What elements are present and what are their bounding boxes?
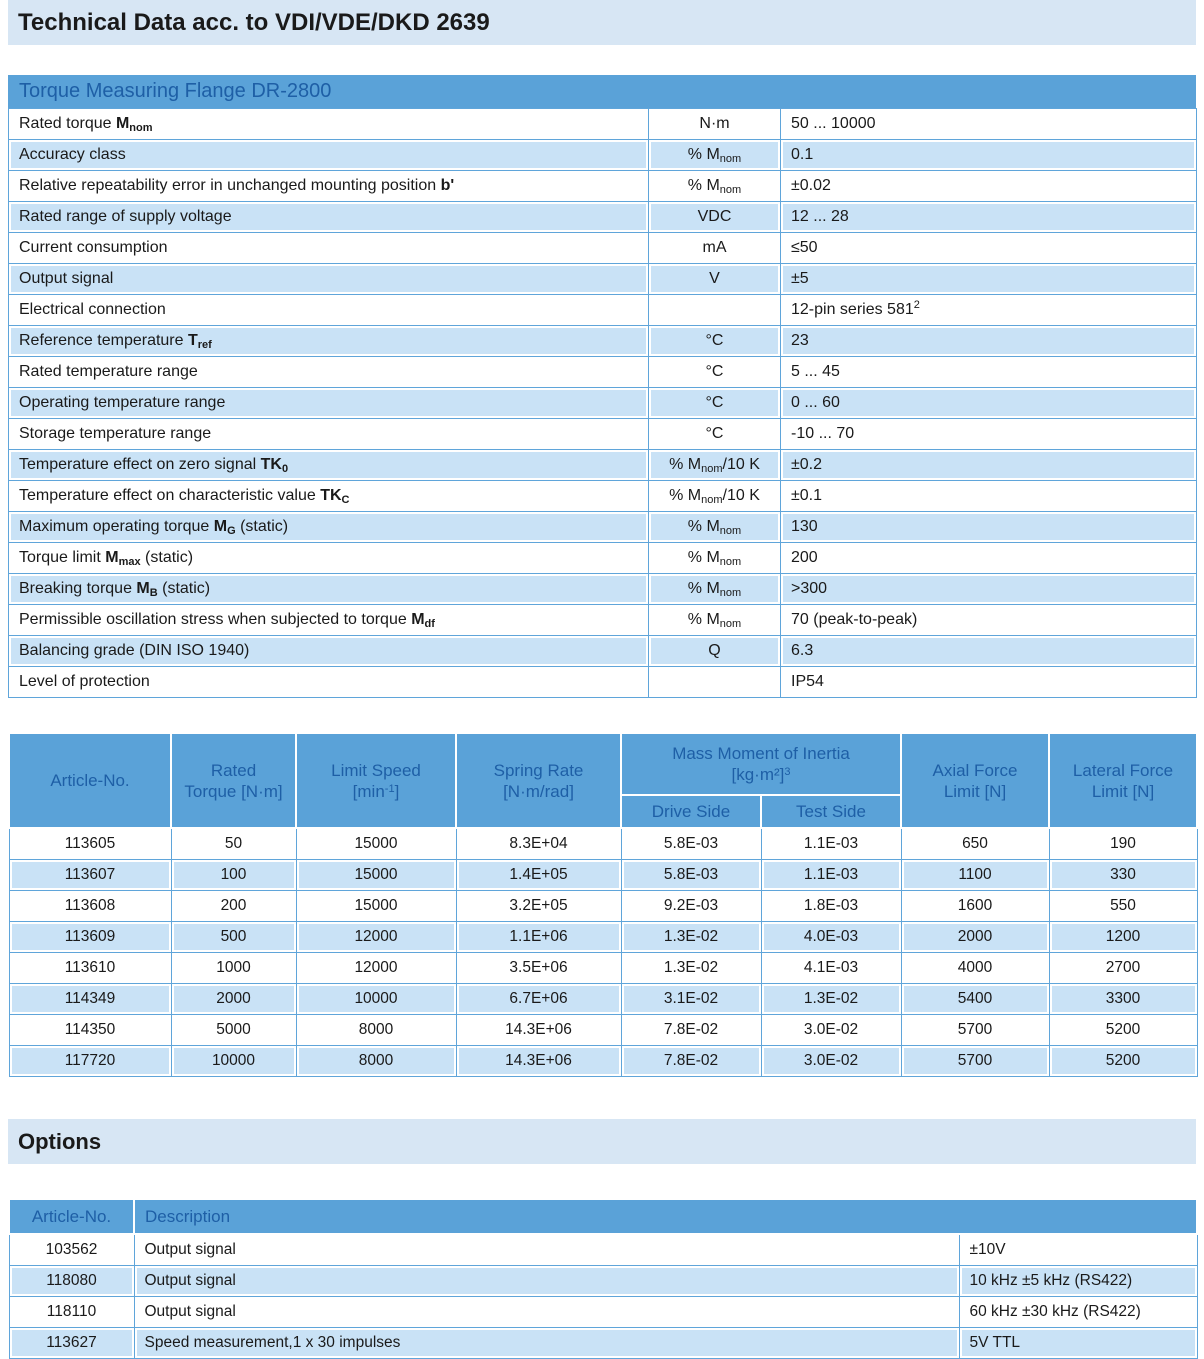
spec-unit: °C: [705, 363, 724, 380]
spec-label-cell: [9, 419, 649, 450]
variant-cell-rated-torque: 10000: [171, 1046, 296, 1077]
option-article-cell: 118110: [9, 1297, 134, 1328]
spec-label: Temperature effect on zero signal: [19, 456, 261, 473]
variant-cell-article: 113605: [9, 828, 171, 860]
spec-row: [9, 512, 1197, 543]
spec-table: [8, 108, 1197, 698]
spec-value-cell: [781, 388, 1197, 419]
variant-cell-rated-torque: 500: [171, 922, 296, 953]
variant-cell-article: 117720: [9, 1046, 171, 1077]
variant-cell-rated-torque: 2000: [171, 984, 296, 1015]
variant-cell-axial-force: 2000: [901, 922, 1049, 953]
variant-cell-spring-rate: 8.3E+04: [456, 828, 621, 860]
spec-value-cell: [781, 512, 1197, 543]
spec-label: Permissible oscillation stress when subjected to torque: [19, 611, 412, 628]
spec-value-cell: [781, 233, 1197, 264]
spec-unit-cell: [649, 667, 781, 698]
spec-value-cell: [781, 450, 1197, 481]
variant-cell-article: 114350: [9, 1015, 171, 1046]
spec-unit: mA: [702, 239, 727, 256]
variant-cell-limit-speed: 15000: [296, 860, 456, 891]
variant-cell-axial-force: 5400: [901, 984, 1049, 1015]
spec-label: Rated torque: [19, 115, 116, 132]
spec-label-subscript: B: [149, 587, 158, 599]
variant-cell-inertia-drive: 1.3E-02: [621, 922, 761, 953]
spec-unit-cell: [649, 109, 781, 140]
spec-row: [9, 233, 1197, 264]
variant-cell-limit-speed: 8000: [296, 1015, 456, 1046]
spec-unit-cell: [649, 636, 781, 667]
spec-unit-suffix: /10 K: [722, 456, 760, 473]
spec-unit-subscript: nom: [719, 618, 742, 630]
spec-label: Breaking torque: [19, 580, 137, 597]
spec-value: ±0.02: [791, 177, 831, 194]
spec-value: 12-pin series 581: [791, 301, 914, 318]
spec-unit-cell: [649, 481, 781, 512]
spec-value: 0.1: [791, 146, 814, 163]
spec-row: [9, 264, 1197, 295]
spec-unit: % M: [669, 487, 702, 504]
spec-label-subscript: df: [424, 618, 435, 630]
option-description-cell: Output signal: [134, 1234, 959, 1266]
inertia-footnote-marker: 3: [784, 766, 791, 778]
option-value-cell: ±10V: [959, 1234, 1197, 1266]
options-table-header: [9, 1199, 1197, 1234]
spec-label-cell: [9, 574, 649, 605]
spec-row: [9, 574, 1197, 605]
variant-cell-spring-rate: 14.3E+06: [456, 1015, 621, 1046]
variant-cell-inertia-test: 1.1E-03: [761, 828, 901, 860]
spec-row: [9, 140, 1197, 171]
spec-label-cell: [9, 109, 649, 140]
spec-label: Balancing grade (DIN ISO 1940): [19, 642, 250, 659]
spec-label-symbol: TK: [320, 487, 342, 504]
spec-label: Rated range of supply voltage: [19, 208, 232, 225]
spec-value-cell: [781, 574, 1197, 605]
spec-label: Storage temperature range: [19, 425, 212, 442]
spec-unit: °C: [705, 394, 724, 411]
spec-value: 0 ... 60: [791, 394, 840, 411]
variant-cell-limit-speed: 12000: [296, 922, 456, 953]
spec-label-symbol: M: [115, 115, 130, 132]
column-header-drive-side: Drive Side: [621, 795, 761, 828]
variant-cell-inertia-test: 4.1E-03: [761, 953, 901, 984]
variant-cell-axial-force: 4000: [901, 953, 1049, 984]
spec-label-cell: [9, 171, 649, 202]
spec-label-subscript: G: [227, 525, 236, 537]
spec-unit-cell: [649, 543, 781, 574]
limit-speed-exponent: -1: [384, 782, 395, 795]
spec-value-cell: [781, 171, 1197, 202]
option-description-cell: Output signal: [134, 1297, 959, 1328]
variant-cell-spring-rate: 3.2E+05: [456, 891, 621, 922]
spec-unit: °C: [705, 332, 724, 349]
spec-row: [9, 202, 1197, 233]
spec-label: Relative repeatability error in unchanged mounting position: [19, 177, 441, 194]
variant-cell-lateral-force: 550: [1049, 891, 1197, 922]
spec-label: Level of protection: [19, 673, 150, 690]
variant-cell-rated-torque: 1000: [171, 953, 296, 984]
spec-label-suffix: (static): [235, 518, 289, 535]
options-heading: Options: [18, 1128, 102, 1154]
variant-cell-rated-torque: 100: [171, 860, 296, 891]
spec-label: Rated temperature range: [19, 363, 198, 380]
variant-cell-axial-force: 1600: [901, 891, 1049, 922]
variant-cell-axial-force: 5700: [901, 1046, 1049, 1077]
variant-cell-axial-force: 1100: [901, 860, 1049, 891]
option-row: [9, 1297, 1197, 1328]
spec-label-symbol: M: [411, 611, 425, 628]
spec-unit-subscript: nom: [719, 153, 742, 165]
column-header-spring-rate: Spring Rate [N·m/rad]: [456, 733, 621, 828]
variant-cell-inertia-test: 1.3E-02: [761, 984, 901, 1015]
spec-label: Electrical connection: [19, 301, 166, 318]
spec-value: 200: [791, 549, 818, 566]
spec-value: ±0.2: [791, 456, 823, 473]
spec-label-symbol: M: [213, 518, 228, 535]
spec-value-cell: [781, 667, 1197, 698]
variant-row: [9, 1015, 1197, 1046]
column-header-limit-speed: Limit Speed $[\min^{-1}]$: [296, 733, 456, 828]
spec-unit-cell: [649, 605, 781, 636]
variant-cell-lateral-force: 5200: [1049, 1015, 1197, 1046]
variant-row: [9, 1046, 1197, 1077]
spec-value: ±5: [791, 270, 809, 287]
spec-unit: % M: [687, 146, 720, 163]
spec-value: -10 ... 70: [791, 425, 855, 442]
spec-value-cell: [781, 419, 1197, 450]
variant-cell-limit-speed: 10000: [296, 984, 456, 1015]
variant-cell-inertia-test: 1.1E-03: [761, 860, 901, 891]
spec-row: [9, 450, 1197, 481]
spec-unit-cell: [649, 171, 781, 202]
spec-row: [9, 481, 1197, 512]
spec-value: ≤50: [791, 239, 818, 256]
spec-row: [9, 388, 1197, 419]
spec-label-cell: [9, 388, 649, 419]
page-title: Technical Data acc. to VDI/VDE/DKD 2639: [18, 8, 490, 36]
spec-label: Output signal: [19, 270, 114, 287]
column-header-rated-torque: Rated Torque [N·m]: [171, 733, 296, 828]
spec-unit: % M: [669, 456, 702, 473]
variant-cell-inertia-test: 3.0E-02: [761, 1046, 901, 1077]
variant-row: [9, 891, 1197, 922]
spec-label-symbol: b': [440, 177, 455, 194]
spec-row: [9, 295, 1197, 326]
variant-cell-inertia-drive: 3.1E-02: [621, 984, 761, 1015]
variant-cell-rated-torque: 50: [171, 828, 296, 860]
spec-label-suffix: (static): [157, 580, 211, 597]
spec-value-cell: [781, 605, 1197, 636]
spec-unit: °C: [705, 425, 724, 442]
variant-cell-inertia-drive: 1.3E-02: [621, 953, 761, 984]
spec-unit-cell: [649, 140, 781, 171]
variant-cell-inertia-test: 1.8E-03: [761, 891, 901, 922]
variant-table-header: [9, 733, 1197, 828]
variant-cell-spring-rate: 1.4E+05: [456, 860, 621, 891]
spec-label-cell: [9, 326, 649, 357]
spec-value: IP54: [791, 673, 824, 690]
spec-label: Operating temperature range: [19, 394, 226, 411]
option-value-cell: 10 kHz ±5 kHz (RS422): [959, 1266, 1197, 1297]
spec-value-cell: [781, 264, 1197, 295]
spec-label-symbol: M: [105, 549, 119, 566]
spec-unit-subscript: nom: [719, 556, 742, 568]
option-value-cell: 5V TTL: [959, 1328, 1197, 1359]
variant-cell-article: 113608: [9, 891, 171, 922]
spec-row: [9, 171, 1197, 202]
spec-label-cell: [9, 481, 649, 512]
spec-unit-cell: [649, 295, 781, 326]
spec-label-subscript: C: [341, 494, 350, 506]
variant-cell-inertia-drive: 9.2E-03: [621, 891, 761, 922]
spec-label-cell: [9, 233, 649, 264]
options-table: [8, 1198, 1198, 1359]
spec-unit-cell: [649, 388, 781, 419]
option-article-cell: 113627: [9, 1328, 134, 1359]
spec-value-cell: [781, 543, 1197, 574]
spec-unit-cell: [649, 450, 781, 481]
variant-cell-article: 113607: [9, 860, 171, 891]
spec-label: Maximum operating torque: [19, 518, 214, 535]
spec-label: Accuracy class: [19, 146, 126, 163]
variant-row: [9, 953, 1197, 984]
spec-unit-suffix: /10 K: [722, 487, 760, 504]
spec-table-body: [9, 109, 1197, 698]
spec-unit: % M: [687, 580, 720, 597]
variant-row: [9, 922, 1197, 953]
spec-value: 12 ... 28: [791, 208, 849, 225]
spec-label-cell: [9, 295, 649, 326]
spec-row: [9, 326, 1197, 357]
spec-value-superscript: 2: [913, 299, 920, 311]
option-value-cell: 60 kHz ±30 kHz (RS422): [959, 1297, 1197, 1328]
variant-table-body: [9, 828, 1197, 1077]
spec-unit-cell: [649, 202, 781, 233]
column-header-article-no: Article-No.: [9, 733, 171, 828]
variant-cell-inertia-drive: 5.8E-03: [621, 828, 761, 860]
spec-unit-cell: [649, 233, 781, 264]
spec-unit-cell: [649, 264, 781, 295]
variant-cell-rated-torque: 200: [171, 891, 296, 922]
column-header-mass-moment-of-inertia: Mass Moment of Inertia $[kg\cdot m^2]^3$: [621, 733, 901, 795]
spec-row: [9, 419, 1197, 450]
spec-value-cell: [781, 357, 1197, 388]
option-description-cell: Speed measurement,1 x 30 impulses: [134, 1328, 959, 1359]
spec-unit: VDC: [697, 208, 732, 225]
spec-label-subscript: max: [118, 556, 141, 568]
variant-cell-lateral-force: 5200: [1049, 1046, 1197, 1077]
spec-value: 130: [791, 518, 818, 535]
spec-unit-cell: [649, 512, 781, 543]
variant-cell-spring-rate: 1.1E+06: [456, 922, 621, 953]
spec-label-cell: [9, 202, 649, 233]
spec-unit-cell: [649, 326, 781, 357]
variant-cell-article: 113610: [9, 953, 171, 984]
column-header-test-side: Test Side: [761, 795, 901, 828]
spec-unit: Q: [708, 642, 721, 659]
option-article-cell: 103562: [9, 1234, 134, 1266]
spec-label: Current consumption: [19, 239, 168, 256]
variant-header-row: [9, 733, 1197, 795]
spec-table-title: Torque Measuring Flange DR-2800: [8, 75, 1196, 108]
variant-cell-inertia-drive: 5.8E-03: [621, 860, 761, 891]
variant-cell-inertia-test: 3.0E-02: [761, 1015, 901, 1046]
variant-row: [9, 860, 1197, 891]
variant-cell-limit-speed: 12000: [296, 953, 456, 984]
spec-label-symbol: M: [136, 580, 150, 597]
spec-label-cell: [9, 140, 649, 171]
variant-row: [9, 984, 1197, 1015]
spec-unit-subscript: nom: [719, 184, 742, 196]
options-banner: [8, 1119, 1196, 1164]
spec-label-cell: [9, 605, 649, 636]
variant-cell-rated-torque: 5000: [171, 1015, 296, 1046]
variant-cell-limit-speed: 15000: [296, 828, 456, 860]
variant-cell-inertia-drive: 7.8E-02: [621, 1015, 761, 1046]
spec-unit-cell: [649, 419, 781, 450]
variant-cell-article: 113609: [9, 922, 171, 953]
spec-label-symbol: TK: [260, 456, 282, 473]
variant-cell-spring-rate: 6.7E+06: [456, 984, 621, 1015]
spec-row: [9, 605, 1197, 636]
spec-label-suffix: (static): [140, 549, 194, 566]
spec-row: [9, 357, 1197, 388]
variant-row: [9, 828, 1197, 860]
spec-row: [9, 543, 1197, 574]
options-table-body: [9, 1234, 1197, 1359]
spec-value: >300: [791, 580, 828, 597]
spec-unit-subscript: nom: [701, 463, 723, 475]
spec-value: 50 ... 10000: [791, 115, 876, 132]
spec-value: 6.3: [791, 642, 814, 659]
variant-table: [8, 732, 1198, 1077]
spec-unit: V: [709, 270, 720, 287]
spec-unit: % M: [687, 611, 720, 628]
variant-cell-lateral-force: 190: [1049, 828, 1197, 860]
spec-label-cell: [9, 543, 649, 574]
variant-cell-limit-speed: 15000: [296, 891, 456, 922]
spec-value: 5 ... 45: [791, 363, 840, 380]
spec-unit-cell: [649, 357, 781, 388]
spec-unit-cell: [649, 574, 781, 605]
variant-cell-lateral-force: 1200: [1049, 922, 1197, 953]
spec-value-cell: [781, 202, 1197, 233]
spec-value-cell: [781, 109, 1197, 140]
spec-value-cell: [781, 636, 1197, 667]
page-title-banner: [8, 0, 1196, 45]
variant-cell-limit-speed: 8000: [296, 1046, 456, 1077]
spec-value-cell: [781, 481, 1197, 512]
spec-row: [9, 109, 1197, 140]
spec-label-cell: [9, 667, 649, 698]
spec-label-subscript: ref: [197, 339, 212, 351]
spec-value: 70 (peak-to-peak): [791, 611, 918, 628]
variant-cell-spring-rate: 3.5E+06: [456, 953, 621, 984]
spec-label-cell: [9, 264, 649, 295]
spec-unit-subscript: nom: [719, 587, 742, 599]
spec-unit: % M: [687, 177, 720, 194]
variant-cell-inertia-test: 4.0E-03: [761, 922, 901, 953]
spec-label-cell: [9, 512, 649, 543]
spec-value: 23: [791, 332, 809, 349]
options-header-row: [9, 1199, 1197, 1234]
variant-cell-spring-rate: 14.3E+06: [456, 1046, 621, 1077]
variant-cell-lateral-force: 3300: [1049, 984, 1197, 1015]
spec-value-cell: [781, 295, 1197, 326]
spec-unit: % M: [687, 549, 720, 566]
spec-unit-subscript: nom: [719, 525, 742, 537]
option-row: [9, 1266, 1197, 1297]
spec-unit: % M: [687, 518, 720, 535]
options-column-header-article-no: Article-No.: [9, 1199, 134, 1234]
spec-value-cell: [781, 140, 1197, 171]
column-header-lateral-force: Lateral Force Limit [N]: [1049, 733, 1197, 828]
spec-row: [9, 636, 1197, 667]
column-header-axial-force: Axial Force Limit [N]: [901, 733, 1049, 828]
variant-cell-article: 114349: [9, 984, 171, 1015]
option-row: [9, 1234, 1197, 1266]
spec-value: ±0.1: [791, 487, 823, 504]
spec-label-cell: [9, 450, 649, 481]
spec-label-symbol: T: [187, 332, 198, 349]
spec-label: Temperature effect on characteristic value: [19, 487, 321, 504]
options-column-header-description: Description: [134, 1199, 1197, 1234]
spec-unit-subscript: nom: [701, 494, 723, 506]
option-article-cell: 118080: [9, 1266, 134, 1297]
variant-cell-axial-force: 650: [901, 828, 1049, 860]
spec-label-subscript: 0: [281, 463, 289, 475]
spec-label-cell: [9, 357, 649, 388]
spec-value-cell: [781, 326, 1197, 357]
variant-cell-axial-force: 5700: [901, 1015, 1049, 1046]
spec-label: Reference temperature: [19, 332, 188, 349]
spec-row: [9, 667, 1197, 698]
spec-label: Torque limit: [19, 549, 106, 566]
variant-cell-inertia-drive: 7.8E-02: [621, 1046, 761, 1077]
option-description-cell: Output signal: [134, 1266, 959, 1297]
variant-cell-lateral-force: 330: [1049, 860, 1197, 891]
variant-cell-lateral-force: 2700: [1049, 953, 1197, 984]
spec-label-cell: [9, 636, 649, 667]
spec-unit: N·m: [699, 115, 730, 132]
spec-label-subscript: nom: [129, 122, 153, 134]
